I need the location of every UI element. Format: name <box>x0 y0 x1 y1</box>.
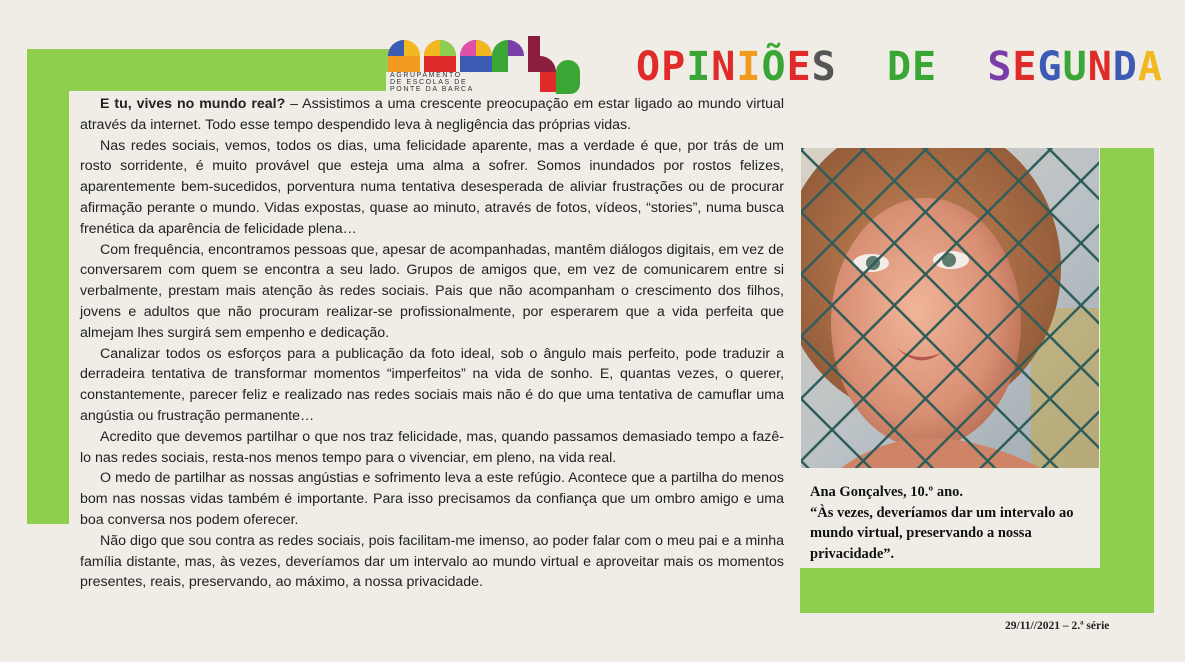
title-letter: N <box>711 44 737 90</box>
article-lead-question: E tu, vives no mundo real? <box>100 96 286 112</box>
caption-author: Ana Gonçalves, 10.º ano. <box>810 484 964 500</box>
article-lead-paragraph <box>80 94 784 136</box>
logo-text-line-1: AGRUPAMENTO <box>390 72 462 79</box>
article-paragraph: Com frequência, encontramos pessoas que, apesar de acompanhadas, mantêm diálogos digitais, em vez de conversarem com quem se encontra a seu lado. Grupos de amigos que, em vez de comunicarem entre si verbalmente, prestam mais atenção às redes sociais. Pais que não acompanham o crescimento dos filhos, jovens e adultos que não procuram realizar-se profissionalmente, por esperarem que a vida perfeita que almejam lhes surgirá sem empenho e dedicação. <box>80 241 784 341</box>
title-letter <box>862 44 887 90</box>
title-letter: U <box>1062 44 1088 90</box>
title-letter: D <box>1112 44 1138 90</box>
green-frame-right-bottom <box>800 568 1154 613</box>
article-text <box>80 94 784 593</box>
title-letter: A <box>1137 44 1163 90</box>
date-series: 29/11//2021 – 2.ª série <box>1005 620 1110 632</box>
title-letter: E <box>786 44 812 90</box>
title-letter: I <box>736 44 762 90</box>
page-title <box>636 44 1163 90</box>
photo-girl-behind-fence <box>801 148 1099 468</box>
title-letter <box>962 44 987 90</box>
title-letter <box>937 44 962 90</box>
logo-text <box>390 72 474 94</box>
caption-quote: “Às vezes, deveríamos dar um intervalo ao mundo virtual, preservando a nossa privacidade”. <box>810 504 1074 562</box>
green-frame-right <box>1100 148 1154 613</box>
title-letter: Õ <box>761 44 787 90</box>
title-letter: O <box>636 44 662 90</box>
photo-caption <box>810 482 1095 564</box>
title-letter: E <box>912 44 938 90</box>
logo-text-line-2: DE ESCOLAS DE <box>390 79 468 87</box>
title-letter: P <box>661 44 687 90</box>
title-letter: S <box>811 44 837 90</box>
article-paragraph: Canalizar todos os esforços para a publicação da foto ideal, sob o ângulo mais perfeito, pode traduzir a derradeira tentativa de transformar momentos “imperfeitos” na vida de sonho. E, quantas vezes, o querer, constantemente, parecer feliz e realizado nas redes sociais mais não é do que uma tentativa de camuflar uma angústia ou frustração permanente… <box>80 345 784 424</box>
title-letter: D <box>886 44 913 90</box>
article-paragraph: Acredito que devemos partilhar o que nos traz felicidade, mas, quando passamos demasiado tempo a fazê-lo nas redes sociais, resta-nos menos tempo para o vivenciar, em pleno, na vida real. <box>80 428 784 466</box>
article-paragraph: O medo de partilhar as nossas angústias e sofrimento leva a este refúgio. Acontece que a partilha do menos bom nas nossas vidas também é importante. Para isso precisamos da confiança que um ombro amigo e uma boa conversa nos podem oferecer. <box>80 470 784 528</box>
article-paragraph: Não digo que sou contra as redes sociais, pois facilitam-me imenso, ao poder falar com o meu pai e a minha família distante, mas, às vezes, deveríamos dar um intervalo ao mundo virtual e aproveitar mais os momentos presentes, reais, preservando, ao máximo, a nossa privacidade. <box>80 532 784 591</box>
article-paragraph: Nas redes sociais, vemos, todos os dias, uma felicidade aparente, mas a verdade é que, por trás de um rosto sorridente, é muito provável que esteja uma alma a sofrer. Somos inundados por rostos felizes, aparentemente bem-sucedidos, porventura numa tentativa desesperada de aliviar frustrações ou de procurar afirmação perante o mundo. Vidas expostas, quase ao minuto, através de fotos, vídeos, “stories”, numa busca frenética da aparência de felicidade plena… <box>80 137 784 237</box>
title-letter: G <box>1037 44 1063 90</box>
title-letter: E <box>1012 44 1038 90</box>
logo-text-line-3: PONTE DA BARCA <box>390 86 474 94</box>
title-letter: S <box>987 44 1013 90</box>
title-letter <box>837 44 862 90</box>
title-letter: I <box>686 44 712 90</box>
title-letter: N <box>1087 44 1113 90</box>
article-lead-text: – Assistimos a uma crescente preocupação em estar ligado ao mundo virtual através da internet. Todo esse tempo despendido leva à negligência das próprias vidas. <box>80 96 785 133</box>
